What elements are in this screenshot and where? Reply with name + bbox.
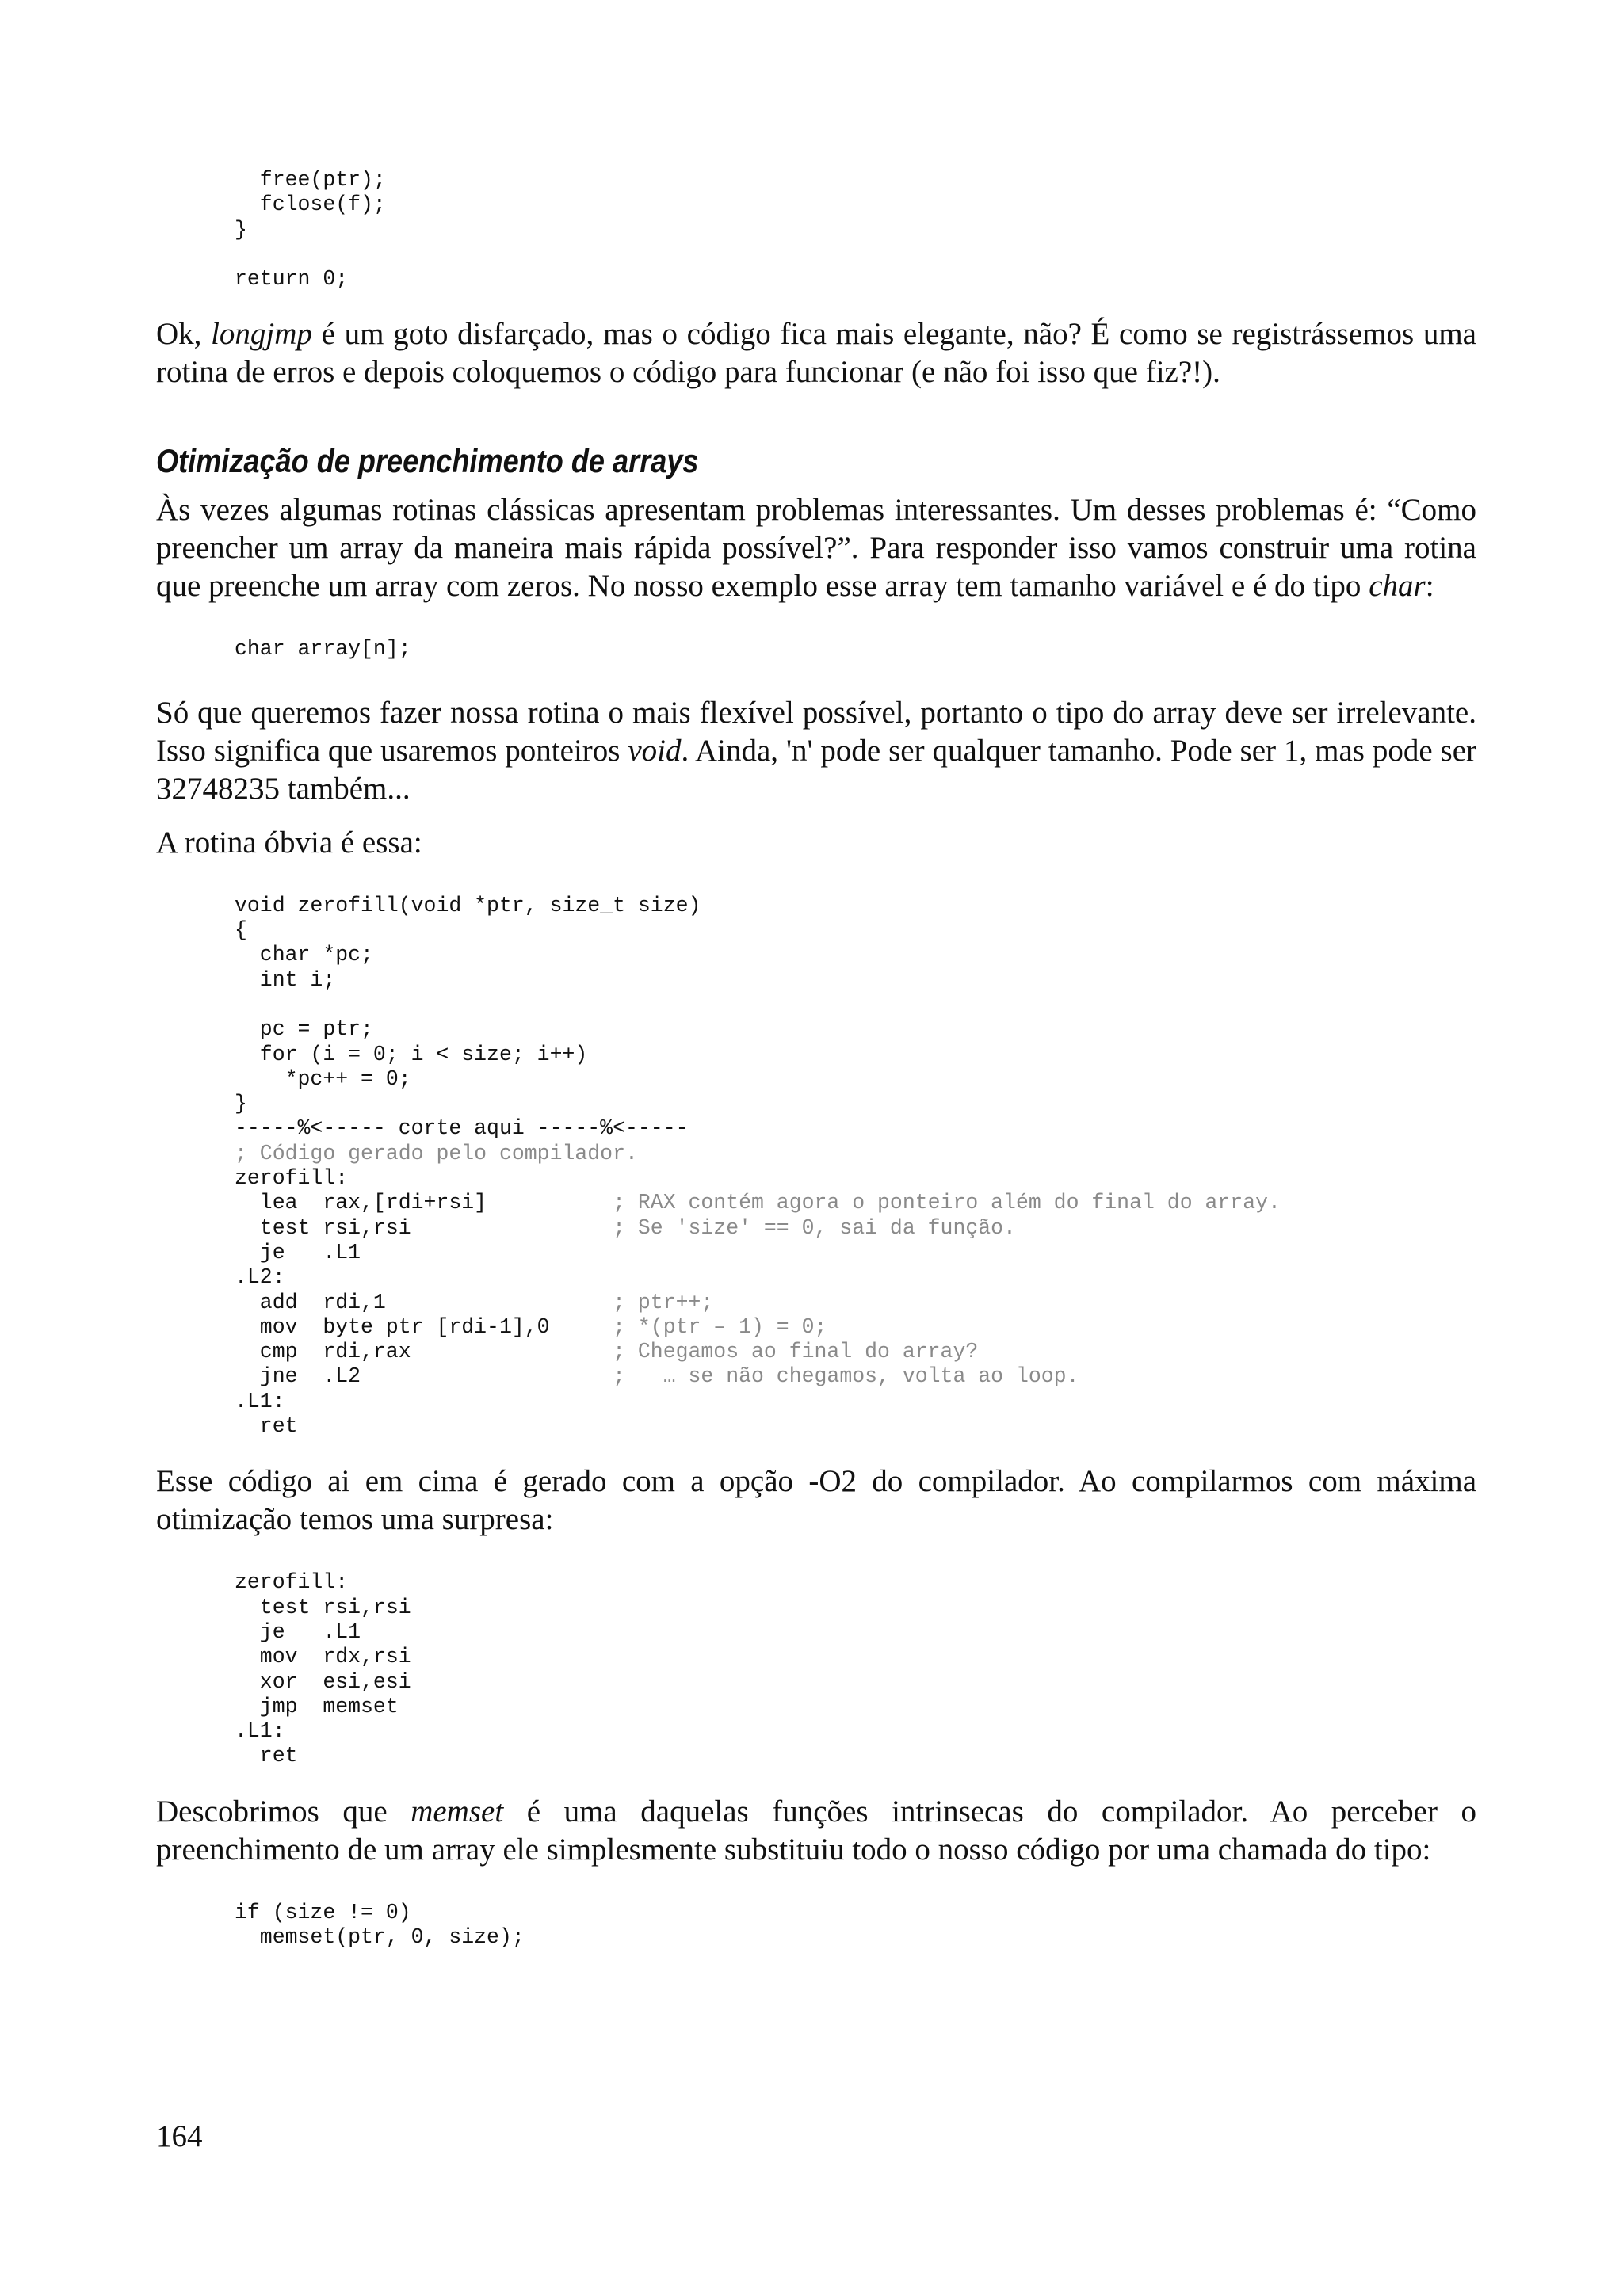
code-text: .L1: [235,1389,285,1413]
code-text: pc = ptr; [235,1017,373,1042]
code-text: .L2: [235,1265,285,1290]
code-line: free(ptr); [235,168,386,192]
code-block-tail [235,168,1476,292]
code-comment: ; ptr++; [613,1290,714,1314]
code-line: ret [235,1744,298,1768]
code-line [235,1414,298,1438]
code-line: jmp memset [235,1694,399,1718]
code-block-declaration [235,637,1476,662]
code-text: lea rax,[rdi+rsi] [235,1191,613,1215]
code-line: .L1: [235,1719,285,1744]
code-line [235,1291,713,1314]
code-line: } [235,217,247,242]
code-text: je .L1 [235,1240,361,1264]
paragraph-memset: Descobrimos que memset é uma daquelas funções intrinsecas do compilador. Ao perceber o preenchimento de um array ele simplesmente substituiu todo o nosso código por uma chamada do tipo: [156,1794,1477,1867]
code-line [235,1315,827,1339]
code-line: zerofill: [235,1570,349,1595]
paragraph-o2: Esse código ai em cima é gerado com a opção -O2 do compilador. Ao compilarmos com máxima otimização temos uma surpresa: [156,1464,1476,1537]
page-number: 164 [156,2119,203,2153]
code-line [235,1043,587,1066]
emphasis-void: void [628,733,682,768]
paragraph-obvious-routine: A rotina óbvia é essa: [156,825,422,860]
code-line: xor esi,esi [235,1669,411,1694]
code-line [235,1067,411,1091]
code-text: cmp rdi,rax [235,1340,613,1364]
emphasis-memset: memset [411,1794,504,1829]
code-line [235,1364,1079,1388]
code-text: for (i = 0; i < size; i++) [235,1042,588,1066]
code-line [235,1116,689,1140]
code-line [235,918,247,942]
code-line [235,894,701,917]
code-comment: ; … se não chegamos, volta ao loop. [613,1364,1079,1389]
code-comment: ; Código gerado pelo compilador. [235,1141,638,1165]
code-comment: ; Se 'size' == 0, sai da função. [613,1215,1016,1240]
code-block-zerofill [235,894,1476,1440]
code-line: memset(ptr, 0, size); [235,1924,525,1949]
code-comment: ; RAX contém agora o ponteiro além do final do array. [613,1191,1281,1215]
code-text: zerofill: [235,1166,349,1191]
paragraph-intro-arrays: Às vezes algumas rotinas clássicas apresentam problemas interessantes. Um desses problemas é: “Como preencher um array da maneira mais rápida possível?”. Para responder isso vamos construir uma rotina que preenche um array com zeros. No nosso exemplo esse array tem tamanho variável e é do tipo char: [156,493,1476,604]
emphasis-char: char [1369,569,1426,604]
code-text: char *pc; [235,943,373,967]
code-line [235,1166,348,1190]
code-line [235,1390,285,1413]
code-text: *pc++ = 0; [235,1066,411,1091]
code-text: } [235,1092,247,1116]
code-line [235,968,335,992]
code-line [235,1191,1281,1215]
code-line: test rsi,rsi [235,1595,411,1619]
paragraph-longjmp: Ok, longjmp é um goto disfarçado, mas o código fica mais elegante, não? É como se registrássemos uma rotina de erros e depois coloquemos o código para funcionar (e não foi isso que fiz?!). [156,317,1476,390]
code-text: -----%<----- corte aqui -----%<----- [235,1116,689,1141]
section-heading: Otimização de preenchimento de arrays [156,442,699,480]
code-block-optimized [235,1570,1476,1768]
code-text: test rsi,rsi [235,1215,613,1240]
code-text: ret [235,1414,298,1439]
code-line [235,943,373,967]
code-line: char array[n]; [235,637,411,662]
code-line [235,1216,1016,1240]
code-text: mov byte ptr [rdi-1],0 [235,1314,613,1339]
emphasis-longjmp: longjmp [211,317,312,352]
paragraph-flexible: Só que queremos fazer nossa rotina o mais flexível possível, portanto o tipo do array deve ser irrelevante. Isso significa que usaremos ponteiros void. Ainda, 'n' pode ser qualquer tamanho. Pode ser 1, mas pode ser 32748235 também... [156,695,1476,806]
code-line [235,1017,373,1041]
code-line: return 0; [235,267,349,292]
code-text: add rdi,1 [235,1290,613,1314]
code-line: fclose(f); [235,193,386,217]
code-line [235,1142,638,1165]
code-text: { [235,918,247,943]
page-content [156,168,1476,1950]
code-comment: ; Chegamos ao final do array? [613,1340,979,1364]
code-line: mov rdx,rsi [235,1645,411,1669]
code-text: int i; [235,967,336,992]
code-line: je .L1 [235,1619,361,1644]
code-block-memset-call [235,1901,1476,1951]
code-comment: ; *(ptr – 1) = 0; [613,1314,827,1339]
code-line: if (size != 0) [235,1900,411,1924]
code-line [235,1092,247,1116]
code-text: void zerofill(void *ptr, size_t size) [235,893,701,917]
code-line [235,1340,978,1363]
code-line [235,1265,285,1289]
code-text: jne .L2 [235,1364,613,1389]
code-line [235,1241,361,1264]
